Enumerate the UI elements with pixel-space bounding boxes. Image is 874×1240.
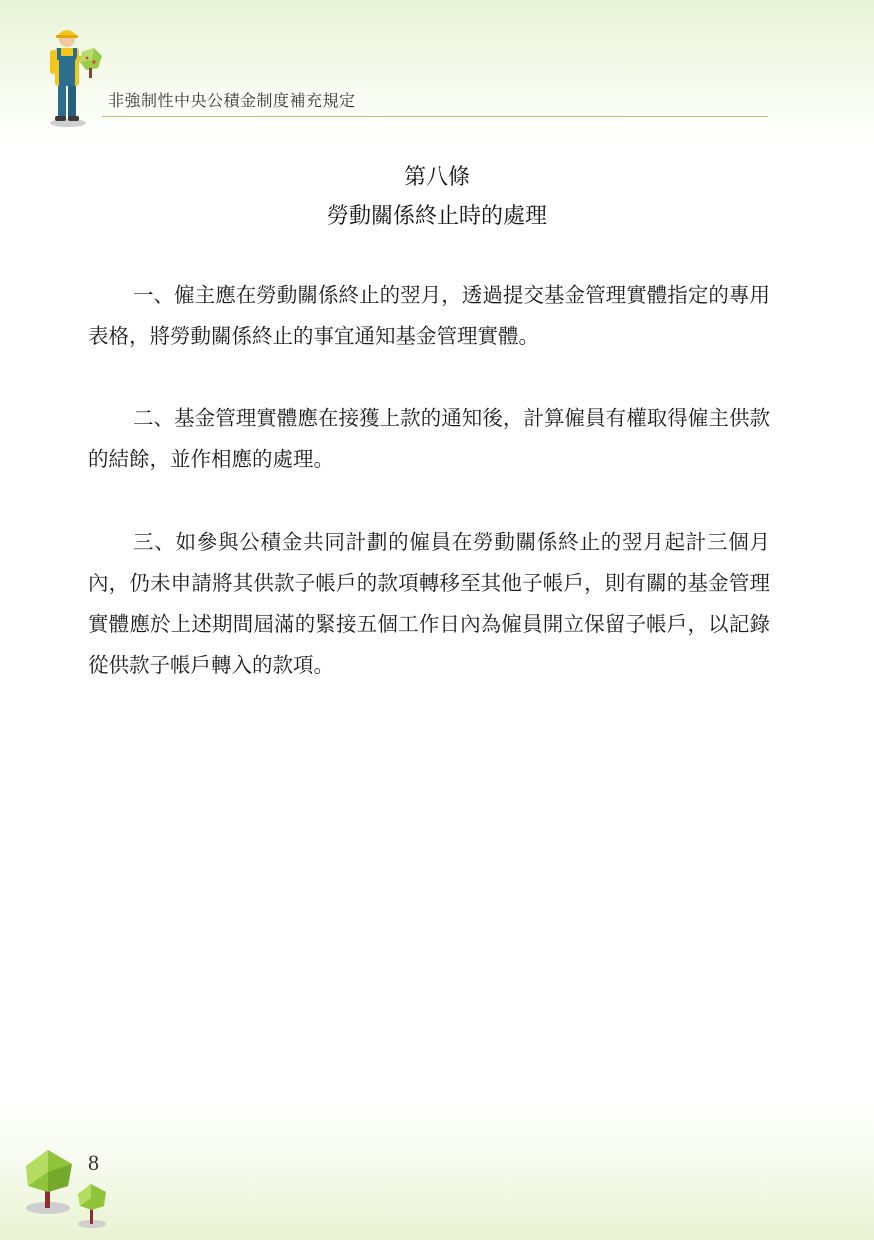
paragraph-3: 三、如參與公積金共同計劃的僱員在勞動關係終止的翌月起計三個月內，仍未申請將其供款子帳戶的款項轉移至其他子帳戶，則有關的基金管理實體應於上述期間屆滿的緊接五個工作日內為僱員開立保留子帳戶，以記錄從供款子帳戶轉入的款項。 <box>88 530 770 677</box>
header-background <box>0 0 874 150</box>
document-header-title: 非強制性中央公積金制度補充規定 <box>108 91 356 110</box>
article-title: 勞動關係終止時的處理 <box>326 204 547 229</box>
article-number: 第八條 <box>403 165 470 190</box>
page-number: 8 <box>88 1150 99 1175</box>
footer-background <box>0 1100 874 1240</box>
paragraph-1: 一、僱主應在勞動關係終止的翌月，透過提交基金管理實體指定的專用表格，將勞動關係終止的事宜通知基金管理實體。 <box>88 283 770 348</box>
paragraph-2: 二、基金管理實體應在接獲上款的通知後，計算僱員有權取得僱主供款的結餘，並作相應的處理。 <box>88 406 770 471</box>
worker-holding-plant-icon <box>42 22 104 130</box>
header-divider <box>102 116 768 117</box>
trees-icon <box>18 1146 118 1232</box>
